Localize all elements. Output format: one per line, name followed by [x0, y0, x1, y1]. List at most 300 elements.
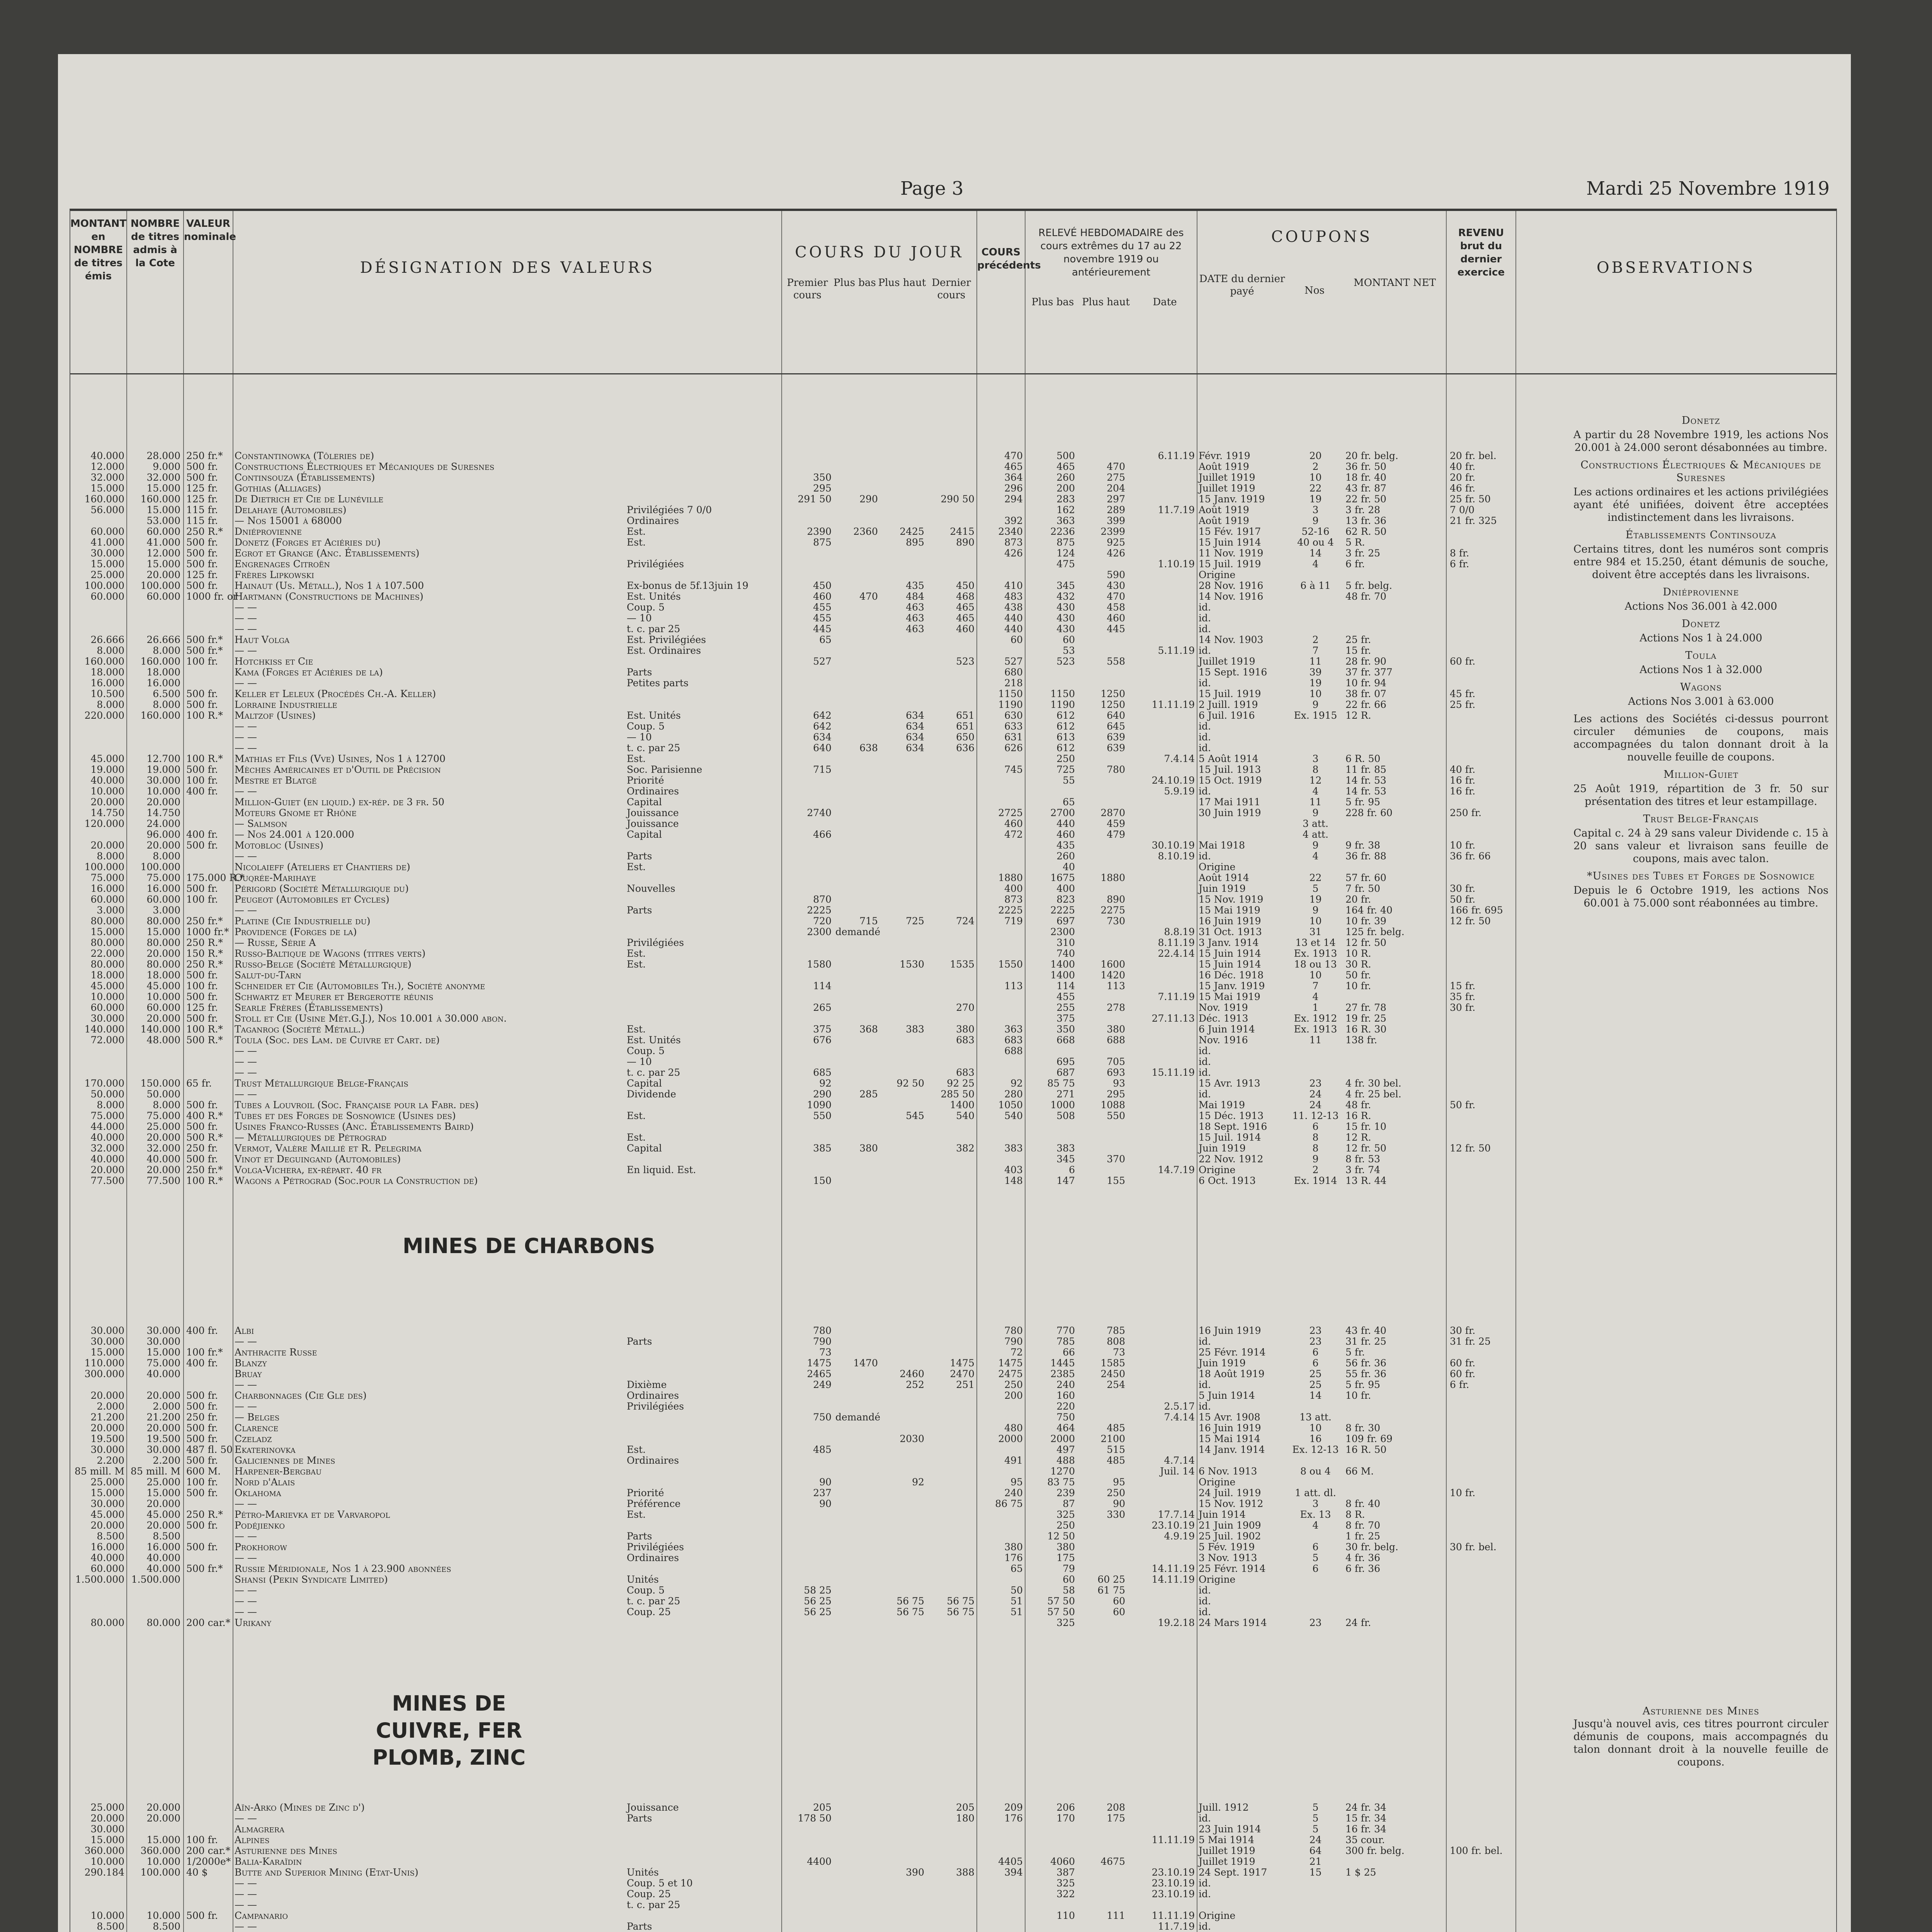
releve-bas-cell: 1190 [1050, 699, 1075, 710]
releve-haut-cell: 60 [1113, 1595, 1125, 1607]
category-cell: — 10 [627, 612, 652, 624]
releve-haut-cell: 2100 [1100, 1433, 1125, 1444]
table-row [70, 1509, 1836, 1520]
releve-bas-cell: 612 [1056, 710, 1075, 721]
table-row [70, 1563, 1836, 1574]
coupon-date-cell: 16 Juin 1919 [1199, 915, 1261, 927]
coupon-amount-cell: 62 R. 50 [1345, 526, 1387, 537]
premier-cours-cell: 485 [813, 1444, 832, 1455]
releve-haut-cell: 289 [1107, 504, 1125, 515]
coupon-date-cell: 2 Juill. 1919 [1199, 699, 1258, 710]
category-cell: Est. [627, 959, 646, 970]
coupon-date-cell: id. [1199, 1045, 1211, 1056]
releve-date-cell: 11.7.19 [1158, 1921, 1195, 1932]
observation-title: Wagons [1680, 681, 1722, 693]
valeur-cell: 250 fr.* [186, 915, 223, 927]
observation-text: Jusqu'à nouvel avis, ces titres pourront circuler démunis de coupons, mais accompagnés du talon donnant droit à la nouvelle feuille de coupons. [1573, 1718, 1828, 1768]
coupon-date-cell: id. [1199, 623, 1211, 634]
montant-cell: 20.000 [90, 1390, 124, 1401]
coupon-amount-cell: 12 R. [1345, 710, 1371, 721]
nombre-cell: 28.000 [146, 450, 180, 461]
releve-haut-cell: 297 [1107, 493, 1125, 505]
valeur-cell: 600 M. [186, 1466, 221, 1477]
cours-precedents-cell: 483 [1004, 591, 1023, 602]
designation-cell: Taganrog (Société Métall.) [235, 1024, 365, 1035]
coupon-number-cell: 23 [1309, 1325, 1322, 1336]
designation-cell: Delahaye (Automobiles) [235, 504, 347, 515]
cours-precedents-cell: 176 [1004, 1813, 1023, 1824]
coupon-amount-cell: 30 R. [1345, 959, 1371, 970]
nombre-cell: 15.000 [146, 1834, 180, 1845]
valeur-cell: 500 fr. [186, 1153, 218, 1165]
nombre-cell: 30.000 [146, 1444, 180, 1455]
designation-cell: Providence (Forges de la) [235, 926, 357, 937]
coupon-date-cell: 25 Juil. 1902 [1199, 1531, 1261, 1542]
cours-precedents-cell: 2000 [998, 1433, 1023, 1444]
releve-bas-cell: 110 [1056, 1910, 1075, 1921]
coupon-amount-cell: 15 fr. 10 [1345, 1121, 1386, 1132]
coupon-date-cell: 15 Juin 1914 [1199, 959, 1261, 970]
cours-precedents-cell: 1190 [998, 699, 1023, 710]
nombre-cell: 40.000 [146, 1153, 180, 1165]
dernier-cours-cell: 651 [956, 710, 975, 721]
table-row [70, 797, 1836, 808]
revenu-cell: 40 fr. [1450, 461, 1476, 472]
valeur-cell: 500 fr. [186, 1541, 218, 1553]
coupon-number-cell: 11 [1309, 656, 1322, 667]
valeur-cell: 115 fr. [186, 515, 218, 526]
montant-cell: 8.000 [97, 1099, 124, 1111]
nombre-cell: 100.000 [140, 580, 180, 591]
coupon-date-cell: id. [1199, 1878, 1211, 1889]
dernier-cours-cell: 460 [956, 623, 975, 634]
table-row [70, 1596, 1836, 1607]
coupon-number-cell: 3 [1312, 504, 1319, 515]
montant-cell: 140.000 [84, 1024, 124, 1035]
observation-text: 25 Août 1919, répartition de 3 fr. 50 sur présentation des titres et leur estampillage. [1573, 783, 1828, 808]
coupon-amount-cell: 28 fr. 90 [1345, 656, 1386, 667]
montant-cell: 72.000 [90, 1034, 124, 1046]
releve-bas-cell: 363 [1056, 515, 1075, 526]
releve-haut-cell: 61 75 [1097, 1585, 1125, 1596]
valeur-cell: 500 fr. [186, 1455, 218, 1466]
cours-precedents-cell: 403 [1004, 1164, 1023, 1175]
coupon-number-cell: 25 [1309, 1368, 1322, 1379]
nombre-cell: 20.000 [146, 840, 180, 851]
valeur-cell: 500 R.* [186, 1034, 223, 1046]
coupon-number-cell: 64 [1309, 1845, 1322, 1856]
valeur-cell: 250 fr.* [186, 1164, 223, 1175]
releve-bas-cell: 170 [1056, 1813, 1075, 1824]
dernier-cours-cell: 180 [956, 1813, 975, 1824]
coupon-date-cell: 3 Janv. 1914 [1199, 937, 1259, 948]
revenu-cell: 46 fr. [1450, 483, 1476, 494]
releve-haut-cell: 730 [1107, 915, 1125, 927]
col-observations: OBSERVATIONS [1596, 259, 1755, 277]
premier-cours-cell: 460 [813, 591, 832, 602]
table-row [70, 743, 1836, 753]
coupon-amount-cell: 14 fr. 53 [1345, 786, 1386, 797]
cours-precedents-cell: 95 [1010, 1476, 1023, 1488]
table-row [70, 753, 1836, 764]
coupon-date-cell: 14 Janv. 1914 [1199, 1444, 1265, 1455]
cours-precedents-cell: 873 [1004, 894, 1023, 905]
coupon-date-cell: 5 Mai 1914 [1199, 1834, 1254, 1845]
coupon-date-cell: Nov. 1919 [1199, 1002, 1248, 1013]
designation-cell: Vermot, Valère Maillié et R. Pelegrima [235, 1143, 422, 1154]
coupon-amount-cell: 20 fr. [1345, 894, 1371, 905]
coupon-number-cell: 20 [1309, 450, 1322, 461]
valeur-cell: 500 fr. [186, 1520, 218, 1531]
coupon-date-cell: 16 Juin 1919 [1199, 1422, 1261, 1434]
table-row [70, 667, 1836, 678]
designation-cell: — — [235, 1585, 257, 1596]
designation-cell: — — [235, 850, 257, 862]
nombre-cell: 20.000 [146, 1390, 180, 1401]
montant-cell: 10.000 [90, 1856, 124, 1867]
releve-bas-cell: 79 [1063, 1563, 1075, 1574]
montant-cell: 80.000 [90, 915, 124, 927]
category-cell: Privilégiées [627, 1541, 684, 1553]
premier-cours-cell: 1475 [807, 1357, 832, 1369]
montant-cell: 25.000 [90, 1802, 124, 1813]
revenu-cell: 50 fr. [1450, 894, 1476, 905]
designation-cell: Mèches Américaines et d'Outil de Précision [235, 764, 441, 775]
releve-haut-cell: 445 [1107, 623, 1125, 634]
montant-cell: 15.000 [90, 926, 124, 937]
coupon-date-cell: 15 Juil. 1919 [1199, 688, 1261, 699]
table-row [70, 689, 1836, 699]
nombre-cell: 100.000 [140, 861, 180, 872]
nombre-cell: 16.000 [146, 883, 180, 894]
category-cell: Est. Unités [627, 591, 681, 602]
table-row [70, 872, 1836, 883]
releve-haut-cell: 208 [1107, 1802, 1125, 1813]
revenu-cell: 15 fr. [1450, 980, 1476, 992]
premier-cours-cell: 295 [813, 483, 832, 494]
valeur-cell: 1000 fr. or [186, 591, 238, 602]
coupon-number-cell: 12 [1309, 775, 1322, 786]
revenu-cell: 16 fr. [1450, 786, 1476, 797]
premier-cours-cell: 249 [813, 1379, 832, 1390]
coupon-date-cell: id. [1199, 677, 1211, 689]
releve-bas-cell: 2385 [1050, 1368, 1075, 1379]
releve-haut-cell: 254 [1107, 1379, 1125, 1390]
cours-precedents-cell: 363 [1004, 1024, 1023, 1035]
designation-cell: Asturienne des Mines [235, 1845, 337, 1856]
table-row [70, 1121, 1836, 1132]
montant-cell: 8.000 [97, 699, 124, 710]
plus-bas-cell: 2360 [853, 526, 878, 537]
col-montant: MONTANT en NOMBRE de titres émis [70, 218, 127, 282]
observation-title: Trust Belge-Français [1643, 813, 1759, 825]
coupon-amount-cell: 55 fr. 36 [1345, 1368, 1386, 1379]
releve-date-cell: 11.7.19 [1158, 504, 1195, 515]
coupon-amount-cell: 15 fr. [1345, 645, 1371, 656]
releve-haut-cell: 275 [1107, 472, 1125, 483]
coupon-number-cell: 22 [1309, 872, 1322, 883]
nombre-cell: 60.000 [146, 894, 180, 905]
designation-cell: — — [235, 1531, 257, 1542]
coupon-date-cell: 6 Oct. 1913 [1199, 1175, 1256, 1186]
table-row [70, 862, 1836, 872]
revenu-cell: 30 fr. [1450, 1002, 1476, 1013]
category-cell: t. c. par 25 [627, 623, 680, 634]
category-cell: Capital [627, 829, 662, 840]
valeur-cell: 500 fr. [186, 1433, 218, 1444]
releve-haut-cell: 693 [1107, 1067, 1125, 1078]
cours-precedents-cell: 2725 [998, 807, 1023, 818]
table-row [70, 1878, 1836, 1889]
coupon-date-cell: Févr. 1919 [1199, 450, 1250, 461]
nombre-cell: 20.000 [146, 569, 180, 580]
coupon-number-cell: 11. 12-13 [1292, 1110, 1339, 1121]
coupon-date-cell: Origine [1199, 1910, 1236, 1921]
revenu-cell: 20 fr. bel. [1450, 450, 1497, 461]
coupon-number-cell: 39 [1309, 667, 1322, 678]
designation-cell: — — [235, 1056, 257, 1067]
col-c-no: Nos [1304, 285, 1325, 296]
table-row [70, 559, 1836, 570]
designation-cell: Charbonnages (Cie Gle des) [235, 1390, 367, 1401]
coupon-date-cell: 15 Nov. 1919 [1199, 894, 1264, 905]
col-valeur: VALEUR nominale [184, 218, 236, 243]
coupon-number-cell: 1 [1312, 1002, 1319, 1013]
cours-precedents-cell: 2225 [998, 905, 1023, 916]
coupon-number-cell: Ex. 1913 [1294, 1024, 1337, 1035]
montant-cell: 3.000 [97, 905, 124, 916]
table-row [70, 1921, 1836, 1932]
cours-precedents-cell: 410 [1004, 580, 1023, 591]
releve-bas-cell: 488 [1056, 1455, 1075, 1466]
premier-cours-cell: 642 [813, 710, 832, 721]
designation-cell: Dniéprovienne [235, 526, 302, 537]
table-row [70, 1520, 1836, 1531]
releve-date-cell: 30.10.19 [1151, 840, 1195, 851]
designation-cell: Pétro-Marievka et de Varvaropol [235, 1509, 390, 1520]
table-row [70, 1325, 1836, 1336]
designation-cell: — — [235, 721, 257, 732]
table-row [70, 1542, 1836, 1553]
releve-date-cell: 8.10.19 [1158, 850, 1195, 862]
table-row [70, 786, 1836, 797]
nombre-cell: 8.500 [153, 1531, 180, 1542]
coupon-amount-cell: 228 fr. 60 [1345, 807, 1393, 818]
premier-cours-cell: 685 [813, 1067, 832, 1078]
dernier-cours-cell: 1475 [950, 1357, 975, 1369]
table-row [70, 829, 1836, 840]
nombre-cell: 140.000 [140, 1024, 180, 1035]
releve-bas-cell: 497 [1056, 1444, 1075, 1455]
revenu-cell: 166 fr. 695 [1450, 905, 1503, 916]
montant-cell: 15.000 [90, 1347, 124, 1358]
releve-haut-cell: 780 [1107, 764, 1125, 775]
dernier-cours-cell: 270 [956, 1002, 975, 1013]
coupon-amount-cell: 36 fr. 50 [1345, 461, 1386, 472]
table-row [70, 1111, 1836, 1121]
valeur-cell: 500 fr. [186, 1099, 218, 1111]
category-cell: Coup. 5 [627, 1045, 665, 1056]
coupon-amount-cell: 3 fr. 74 [1345, 1164, 1381, 1175]
coupon-date-cell: Origine [1199, 569, 1236, 580]
designation-cell: Almagrera [235, 1823, 285, 1835]
nombre-cell: 48.000 [146, 1034, 180, 1046]
coupon-number-cell: 24 [1309, 1099, 1322, 1111]
coupon-date-cell: 23 Juin 1914 [1199, 1823, 1261, 1835]
plus-haut-cell: 2030 [900, 1433, 924, 1444]
dernier-cours-cell: 683 [956, 1067, 975, 1078]
releve-bas-cell: 175 [1056, 1552, 1075, 1563]
valeur-cell: 500 fr. [186, 688, 218, 699]
category-cell: Unités [627, 1574, 659, 1585]
table-row [70, 840, 1836, 851]
plus-bas-cell: 380 [859, 1143, 878, 1154]
category-cell: — 10 [627, 731, 652, 743]
designation-cell: Galiciennes de Mines [235, 1455, 335, 1466]
designation-cell: Alpines [235, 1834, 270, 1845]
coupon-date-cell: 15 Déc. 1913 [1199, 1110, 1264, 1121]
dernier-cours-cell: 450 [956, 580, 975, 591]
coupon-amount-cell: 16 fr. 34 [1345, 1823, 1386, 1835]
dernier-cours-cell: 465 [956, 602, 975, 613]
premier-cours-cell: 2740 [807, 807, 832, 818]
designation-cell: — — [235, 1899, 257, 1910]
designation-cell: Périgord (Société Métallurgique du) [235, 883, 409, 894]
valeur-cell: 487 fl. 50 [186, 1444, 233, 1455]
table-row [70, 937, 1836, 948]
col-dernier: Dernier cours [932, 277, 971, 301]
table-row [70, 927, 1836, 937]
coupon-amount-cell: 24 fr. [1345, 1617, 1371, 1628]
category-cell: Nouvelles [627, 883, 675, 894]
plus-haut-cell: 56 75 [896, 1606, 924, 1617]
table-row [70, 818, 1836, 829]
table-row [70, 1035, 1836, 1046]
premier-cours-cell: 56 25 [804, 1595, 832, 1607]
coupon-date-cell: Juin 1919 [1199, 1143, 1246, 1154]
category-cell: Ordinaires [627, 515, 679, 526]
releve-haut-cell: 380 [1107, 1024, 1125, 1035]
coupon-amount-cell: 1 $ 25 [1345, 1867, 1376, 1878]
dernier-cours-cell: 92 25 [947, 1078, 975, 1089]
nombre-cell: 15.000 [146, 926, 180, 937]
cours-precedents-cell: 240 [1004, 1487, 1023, 1498]
montant-cell: 10.000 [90, 991, 124, 1002]
montant-cell: 15.000 [90, 1487, 124, 1498]
table-row [70, 1824, 1836, 1835]
releve-haut-cell: 479 [1107, 829, 1125, 840]
coupon-number-cell: 6 [1312, 1357, 1319, 1369]
montant-cell: 16.000 [90, 677, 124, 689]
designation-cell: Nicolaieff (Ateliers et Chantiers de) [235, 861, 410, 872]
premier-cours-cell: 676 [813, 1034, 832, 1046]
coupon-number-cell: 19 [1309, 677, 1322, 689]
releve-bas-cell: 695 [1056, 1056, 1075, 1067]
table-row [70, 1336, 1836, 1347]
montant-cell: 12.000 [90, 461, 124, 472]
dernier-cours-cell: 540 [956, 1110, 975, 1121]
plus-haut-cell: 725 [906, 915, 924, 927]
col-c-date: DATE du dernier payé [1199, 273, 1285, 297]
premier-cours-cell: 375 [813, 1024, 832, 1035]
coupon-amount-cell: 57 fr. 60 [1345, 872, 1386, 883]
plus-bas-cell: 368 [859, 1024, 878, 1035]
designation-cell: — — [235, 1552, 257, 1563]
coupon-amount-cell: 164 fr. 40 [1345, 905, 1393, 916]
valeur-cell: 400 fr. [186, 829, 218, 840]
category-cell: Priorité [627, 1487, 664, 1498]
designation-cell: Prokhorow [235, 1541, 287, 1553]
table-row [70, 1856, 1836, 1867]
table-row [70, 1531, 1836, 1542]
montant-cell: 8.500 [97, 1531, 124, 1542]
releve-bas-cell: 66 [1063, 1347, 1075, 1358]
valeur-cell: 400 fr. [186, 786, 218, 797]
montant-cell: 20.000 [90, 840, 124, 851]
coupon-number-cell: 40 ou 4 [1297, 537, 1334, 548]
coupon-number-cell: Ex. 12-13 [1292, 1444, 1339, 1455]
cours-precedents-cell: 630 [1004, 710, 1023, 721]
releve-bas-cell: 58 [1063, 1585, 1075, 1596]
premier-cours-cell: 178 50 [798, 1813, 832, 1824]
cours-precedents-cell: 440 [1004, 623, 1023, 634]
montant-cell: 100.000 [84, 861, 124, 872]
category-cell: Ordinaires [627, 786, 679, 797]
coupon-amount-cell: 9 fr. 38 [1345, 840, 1381, 851]
nombre-cell: 18.000 [146, 667, 180, 678]
releve-bas-cell: 375 [1056, 1013, 1075, 1024]
coupon-date-cell: 31 Oct. 1913 [1199, 926, 1262, 937]
coupon-date-cell: id. [1199, 731, 1211, 743]
designation-cell: — — [235, 786, 257, 797]
releve-bas-cell: 432 [1056, 591, 1075, 602]
coupon-number-cell: 4 [1312, 850, 1319, 862]
releve-bas-cell: 255 [1056, 1002, 1075, 1013]
designation-cell: Donetz (Forges et Aciéries du) [235, 537, 381, 548]
releve-bas-cell: 430 [1056, 602, 1075, 613]
category-cell: Parts [627, 1531, 652, 1542]
table-row [70, 1813, 1836, 1824]
releve-bas-cell: 250 [1056, 753, 1075, 764]
table-row [70, 721, 1836, 732]
category-cell: Est. [627, 753, 646, 764]
coupon-date-cell: 22 Nov. 1912 [1199, 1153, 1264, 1165]
stock-table [70, 209, 1837, 1932]
montant-cell: 75.000 [90, 1110, 124, 1121]
category-cell: Ex-bonus de 5f.13juin 19 [627, 580, 748, 591]
designation-cell: — — [235, 602, 257, 613]
designation-cell: Peugeot (Automobiles et Cycles) [235, 894, 389, 905]
designation-cell: — — [235, 1888, 257, 1900]
designation-cell: Constructions Électriques et Mécaniques de Suresnes [235, 461, 495, 472]
table-row [70, 699, 1836, 710]
category-cell: Jouissance [627, 1802, 679, 1813]
valeur-cell: 500 fr.* [186, 645, 223, 656]
valeur-cell: 100 R.* [186, 710, 223, 721]
designation-cell: Clarence [235, 1422, 279, 1434]
category-cell: En liquid. Est. [627, 1164, 696, 1175]
designation-cell: Schwartz et Meurer et Bergerotte réunis [235, 991, 434, 1002]
dernier-cours-cell: 724 [956, 915, 975, 927]
cours-precedents-cell: 1050 [998, 1099, 1023, 1111]
col-rel-haut: Plus haut [1082, 296, 1130, 308]
releve-bas-cell: 875 [1056, 537, 1075, 548]
coupon-amount-cell: 22 fr. 66 [1345, 699, 1386, 710]
coupon-date-cell: Août 1919 [1199, 515, 1249, 526]
designation-cell: Usines Franco-Russes (Anc. Établissements Baird) [235, 1121, 474, 1132]
dernier-cours-cell: 2415 [950, 526, 975, 537]
releve-bas-cell: 147 [1056, 1175, 1075, 1186]
